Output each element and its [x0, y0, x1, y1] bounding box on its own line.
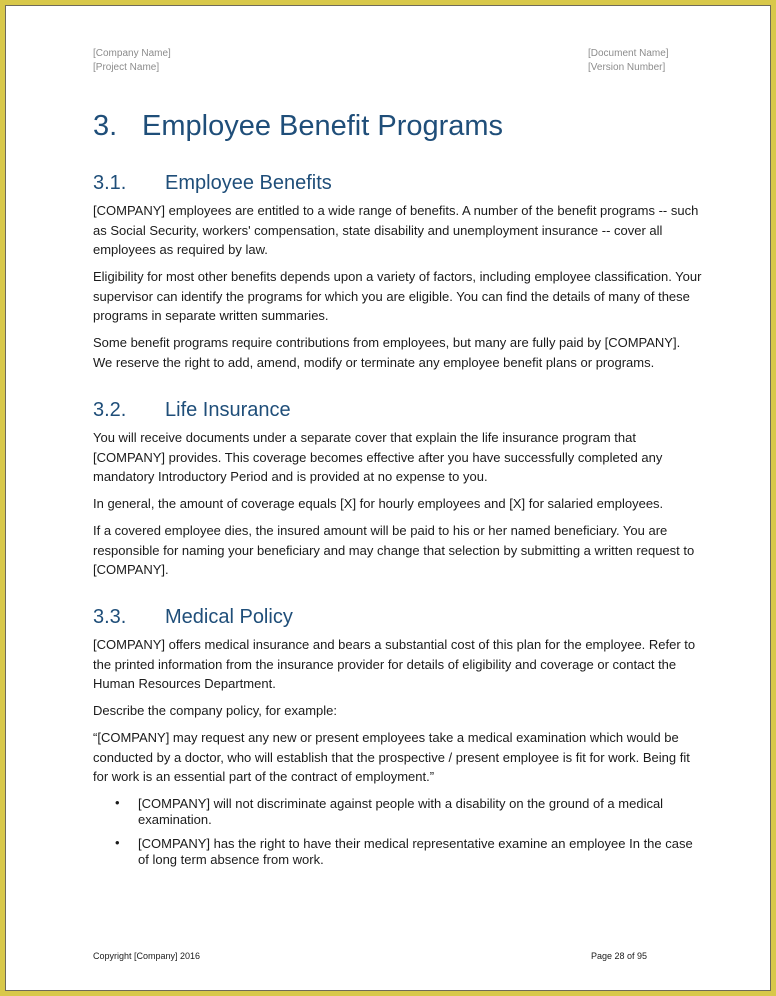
bullet-icon: •: [115, 795, 120, 810]
footer-copyright: Copyright [Company] 2016: [93, 951, 201, 961]
paragraph: You will receive documents under a separate cover that explain the life insurance program that [COMPANY] provides. This coverage becomes effective after you have successfully completed any mandatory Introductory Period and is provided at no expense to you.: [93, 430, 663, 484]
header-right: [588, 47, 669, 75]
section-number: 3.: [93, 110, 118, 142]
paragraph: In general, the amount of coverage equals [X] for hourly employees and [X] for salaried employees.: [93, 496, 664, 511]
footer-page-number: Page 28 of 95: [591, 951, 648, 961]
header-company-name: [Company Name]: [93, 48, 171, 59]
bullet-list: [93, 796, 703, 876]
header-version-number: [Version Number]: [588, 62, 666, 73]
paragraph: If a covered employee dies, the insured amount will be paid to his or her named beneficiary. You are responsible for naming your beneficiary and may change that selection by submitting a written request to [COMPANY].: [93, 523, 695, 577]
paragraph: Describe the company policy, for example:: [93, 703, 337, 718]
section-title: Employee Benefit Programs: [142, 110, 504, 142]
header-project-name: [Project Name]: [93, 62, 160, 73]
subsection-number: 3.3.: [93, 606, 127, 628]
subsection-title: Medical Policy: [165, 606, 293, 628]
subsection-title: Life Insurance: [165, 399, 291, 421]
paragraph: Eligibility for most other benefits depends upon a variety of factors, including employee classification. Your supervisor can identify the programs for which you are eligible. You can find the details of many of these programs in separate written summaries.: [93, 269, 702, 323]
subsection-heading-life-insurance: [93, 398, 291, 422]
quoted-paragraph: “[COMPANY] may request any new or present employees take a medical examination which would be conducted by a doctor, who will establish that the prospective / present employee is fit for work. Being fit for work is an essential part of the contract of employment.”: [93, 730, 690, 784]
subsection-heading-medical-policy: [93, 605, 293, 629]
subsection-number: 3.2.: [93, 399, 127, 421]
paragraph: Some benefit programs require contributions from employees, but many are fully paid by [COMPANY]. We reserve the right to add, amend, modify or terminate any employee benefit plans or programs.: [93, 335, 681, 370]
subsection-number: 3.1.: [93, 172, 127, 194]
paragraph: [COMPANY] offers medical insurance and bears a substantial cost of this plan for the employee. Refer to the printed information from the insurance provider for details of eligibility and coverage or contact the Human Resources Department.: [93, 637, 696, 691]
header-left: [93, 47, 171, 75]
list-item-text: [COMPANY] will not discriminate against people with a disability on the ground of a medical examination.: [138, 796, 664, 827]
list-item: [93, 836, 703, 868]
header-document-name: [Document Name]: [588, 48, 669, 59]
paragraph: [COMPANY] employees are entitled to a wide range of benefits. A number of the benefit programs -- such as Social Security, workers' compensation, state disability and unemployment insurance -- cover all employees as required by law.: [93, 203, 699, 257]
subsection-title: Employee Benefits: [165, 172, 332, 194]
list-item-text: [COMPANY] has the right to have their medical representative examine an employee In the case of long term absence from work.: [138, 836, 693, 867]
subsection-heading-employee-benefits: [93, 171, 332, 195]
list-item: [93, 796, 703, 828]
bullet-icon: •: [115, 835, 120, 850]
section-heading: [93, 108, 503, 144]
